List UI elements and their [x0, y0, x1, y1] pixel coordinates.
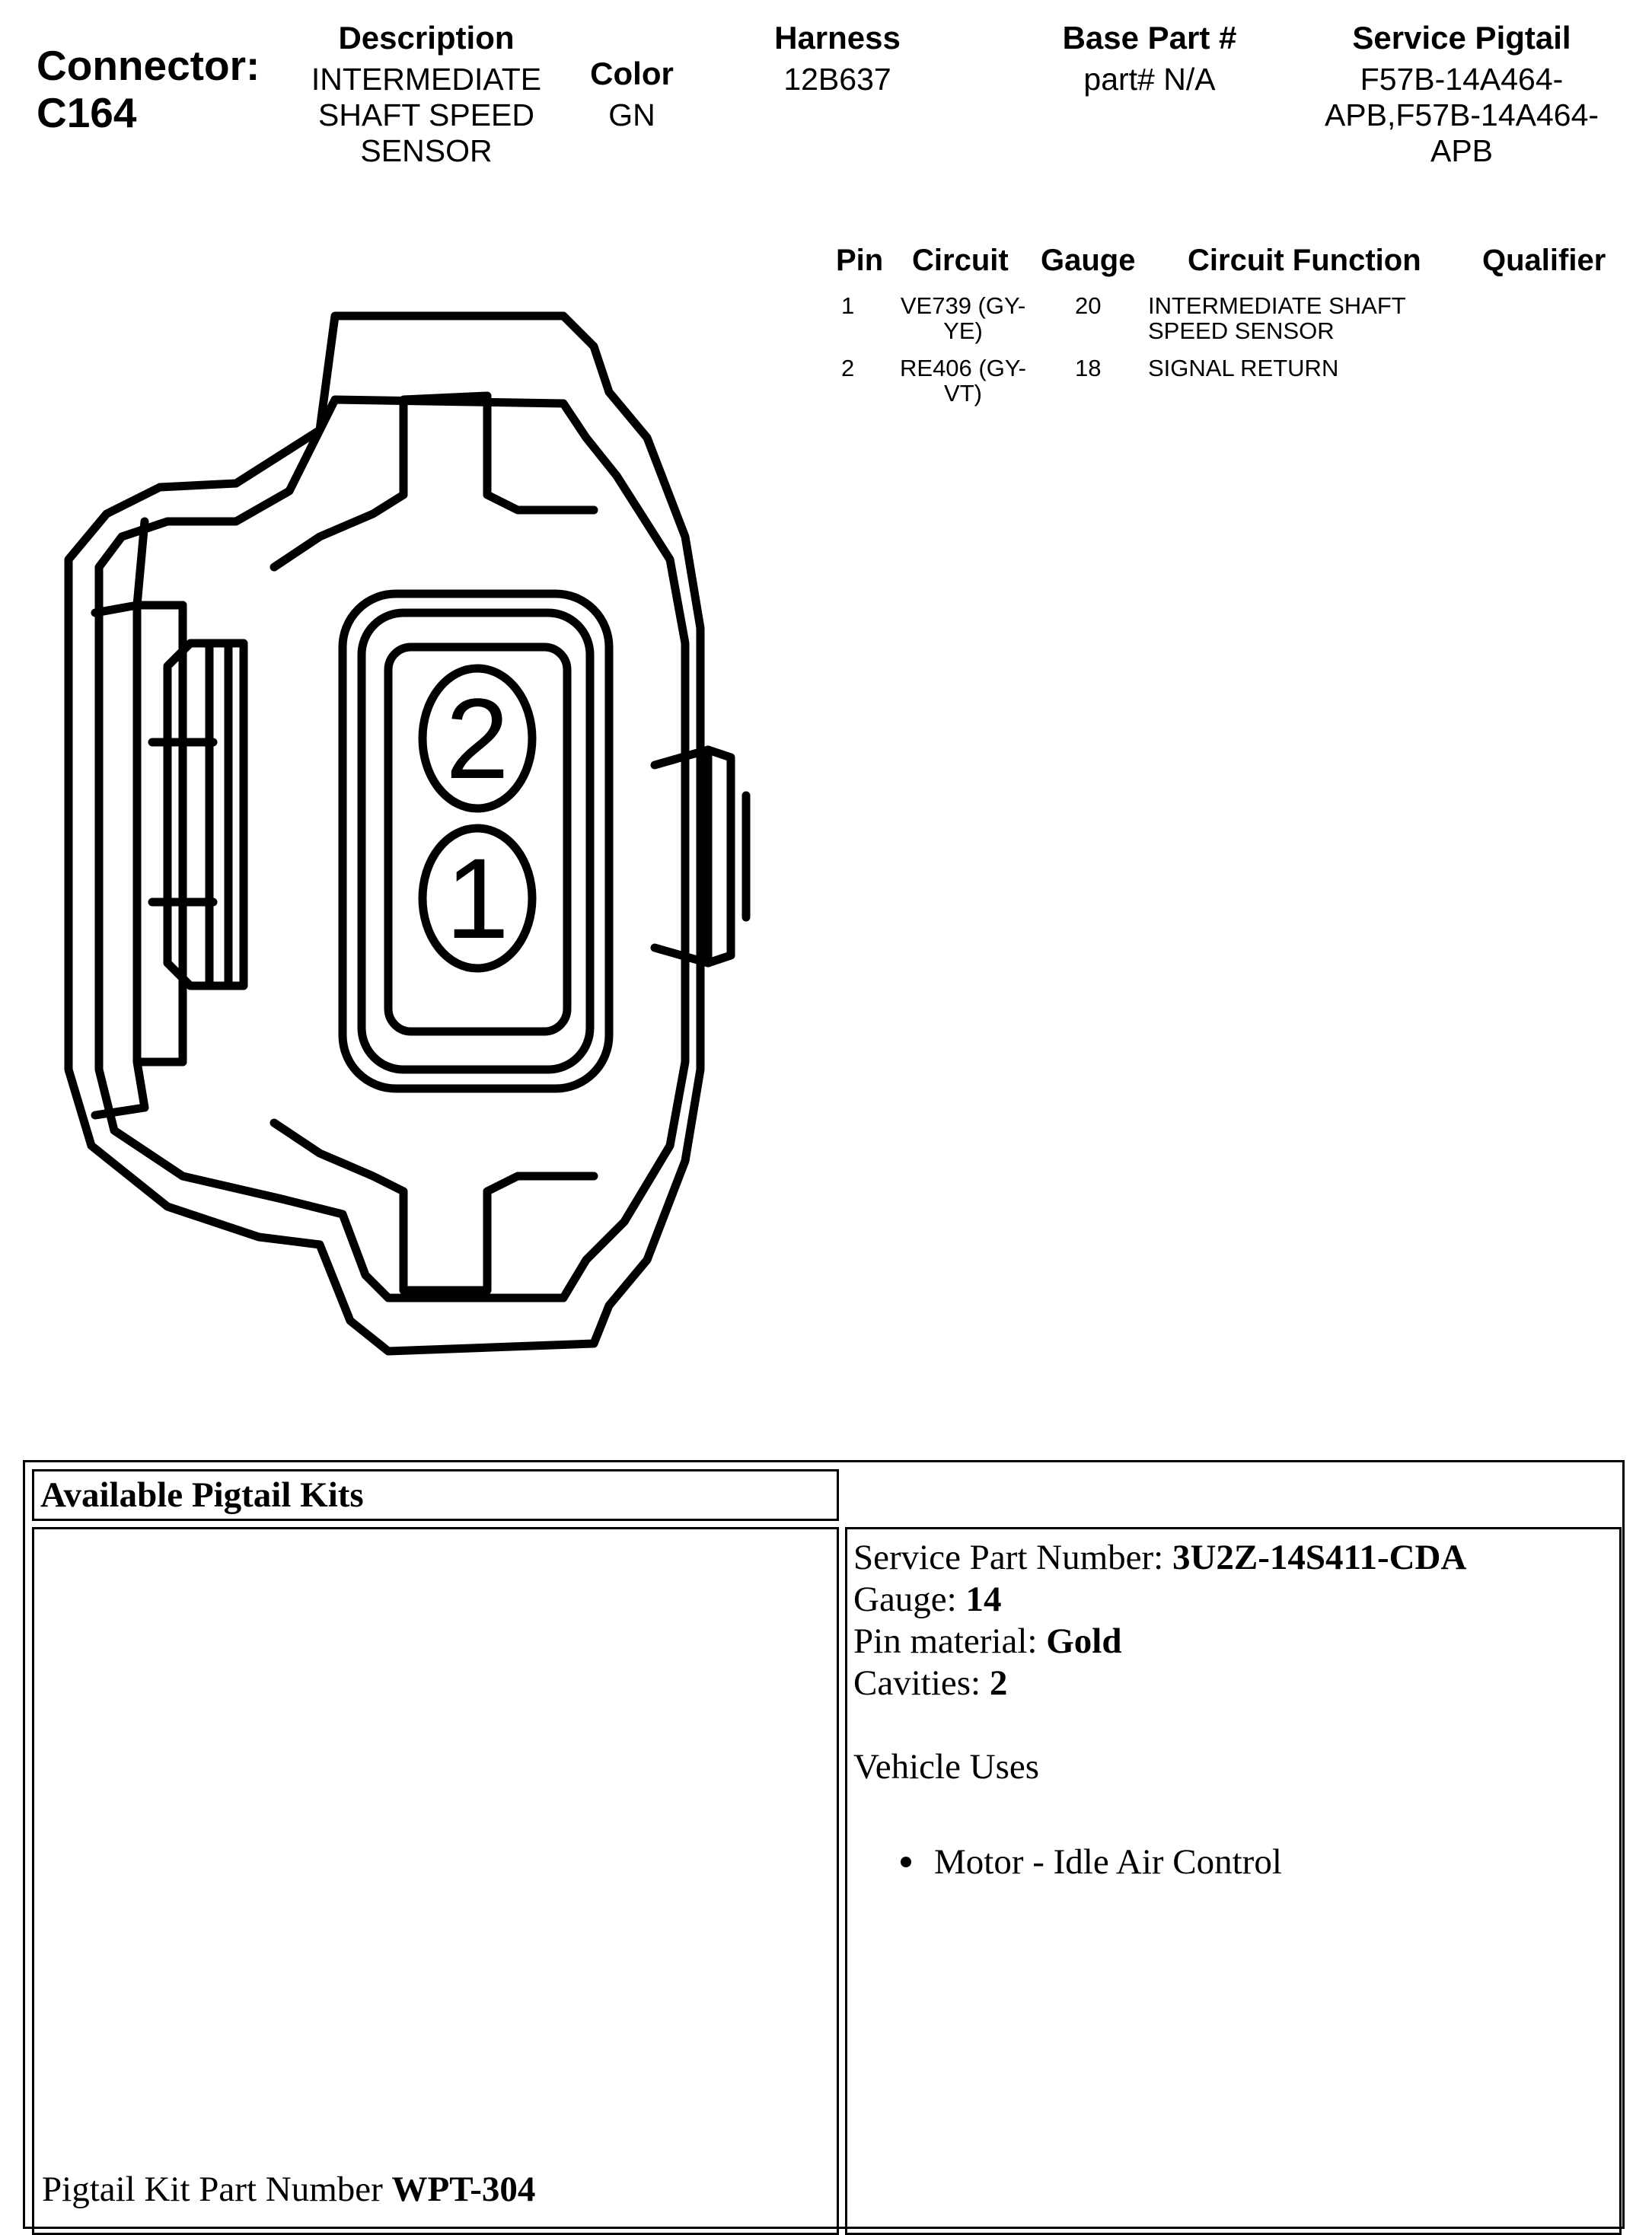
- pin-header: Pin: [836, 244, 884, 277]
- service-part-label: Service Part Number:: [853, 1538, 1164, 1577]
- pin-function-line: INTERMEDIATE SHAFT: [1148, 292, 1406, 319]
- harness-label: Harness: [774, 20, 901, 56]
- cavities-line: [853, 1663, 1466, 1704]
- pin-material-label: Pin material:: [853, 1621, 1038, 1661]
- cavity-2-label: 2: [445, 674, 509, 802]
- pin-material-line: [853, 1621, 1466, 1663]
- latch-fingers: [152, 643, 244, 986]
- pin-function-line: SPEED SENSOR: [1148, 317, 1335, 344]
- kit-details: [853, 1537, 1466, 1788]
- cavities-value: 2: [989, 1663, 1008, 1703]
- pin-function: [1148, 355, 1453, 381]
- pin-circuit: [883, 355, 1043, 406]
- vehicle-uses-heading: Vehicle Uses: [853, 1747, 1040, 1787]
- service-pigtail-value: [1279, 62, 1644, 169]
- service-pigtail-line: APB,F57B-14A464-: [1324, 97, 1599, 132]
- pin-function-line: SIGNAL RETURN: [1148, 355, 1339, 381]
- base-part-label: Base Part #: [1062, 20, 1237, 56]
- right-lock-tab: [655, 750, 731, 963]
- service-pigtail-line: F57B-14A464-: [1360, 62, 1564, 97]
- latch-slot: [137, 605, 183, 1062]
- circuit-header: Circuit: [912, 244, 1009, 277]
- color-label: Color: [590, 56, 674, 91]
- harness-column: [723, 19, 952, 97]
- service-pigtail-column: [1279, 19, 1644, 169]
- cavities-label: Cavities:: [853, 1663, 981, 1703]
- service-part-number: 3U2Z-14S411-CDA: [1172, 1538, 1467, 1577]
- kit-part-number-line: [42, 2169, 535, 2210]
- kit-heading-cell: [32, 1469, 839, 1521]
- pigtail-kit-table: [23, 1460, 1625, 2229]
- connector-title: [37, 42, 260, 136]
- color-value: GN: [608, 97, 655, 132]
- description-line: INTERMEDIATE: [311, 62, 542, 97]
- vehicle-use-text: Motor - Idle Air Control: [934, 1842, 1282, 1882]
- function-header: Circuit Function: [1188, 244, 1421, 277]
- kit-details-cell: [845, 1527, 1622, 2235]
- pin-number: 2: [841, 355, 855, 381]
- description-line: SENSOR: [360, 133, 493, 168]
- pin-number: 1: [841, 292, 855, 319]
- base-part-value: part# N/A: [1083, 62, 1216, 97]
- service-pigtail-label: Service Pigtail: [1352, 20, 1571, 56]
- kit-image-cell: [32, 1527, 839, 2235]
- vehicle-use-item: [901, 1841, 1282, 1883]
- color-column: [563, 55, 700, 133]
- pin-circuit-line: VE739 (GY-: [900, 292, 1026, 319]
- description-label: Description: [338, 20, 515, 56]
- vehicle-uses-list: [901, 1841, 1282, 1883]
- pin-material-value: Gold: [1046, 1621, 1122, 1661]
- connector-face-diagram: [61, 308, 792, 1359]
- qualifier-header: Qualifier: [1482, 244, 1606, 277]
- pin-function: [1148, 293, 1453, 343]
- connector-id: C164: [37, 89, 137, 136]
- pin-circuit: [883, 293, 1043, 343]
- gauge-label: Gauge:: [853, 1580, 957, 1619]
- cavity-1-label: 1: [445, 834, 509, 962]
- gauge-value: 14: [965, 1580, 1002, 1619]
- description-column: [289, 19, 563, 169]
- kit-part-label: Pigtail Kit Part Number: [42, 2170, 383, 2209]
- service-pigtail-line: APB: [1430, 133, 1494, 168]
- connector-label: Connector:: [37, 42, 260, 89]
- description-line: SHAFT SPEED: [317, 97, 535, 132]
- base-part-column: [1020, 19, 1279, 97]
- pin-circuit-line: VT): [944, 380, 982, 407]
- gauge-header: Gauge: [1041, 244, 1136, 277]
- pin-gauge: 20: [1075, 292, 1102, 319]
- pin-circuit-line: YE): [943, 317, 983, 344]
- kit-part-number: WPT-304: [391, 2170, 536, 2209]
- kit-heading: Available Pigtail Kits: [40, 1475, 364, 1515]
- pin-gauge: 18: [1075, 355, 1102, 381]
- bullet-icon: [901, 1857, 911, 1867]
- service-part-line: [853, 1537, 1466, 1579]
- harness-value: 12B637: [783, 62, 891, 97]
- gauge-line: [853, 1579, 1466, 1621]
- pin-circuit-line: RE406 (GY-: [900, 355, 1026, 381]
- description-value: [289, 62, 563, 169]
